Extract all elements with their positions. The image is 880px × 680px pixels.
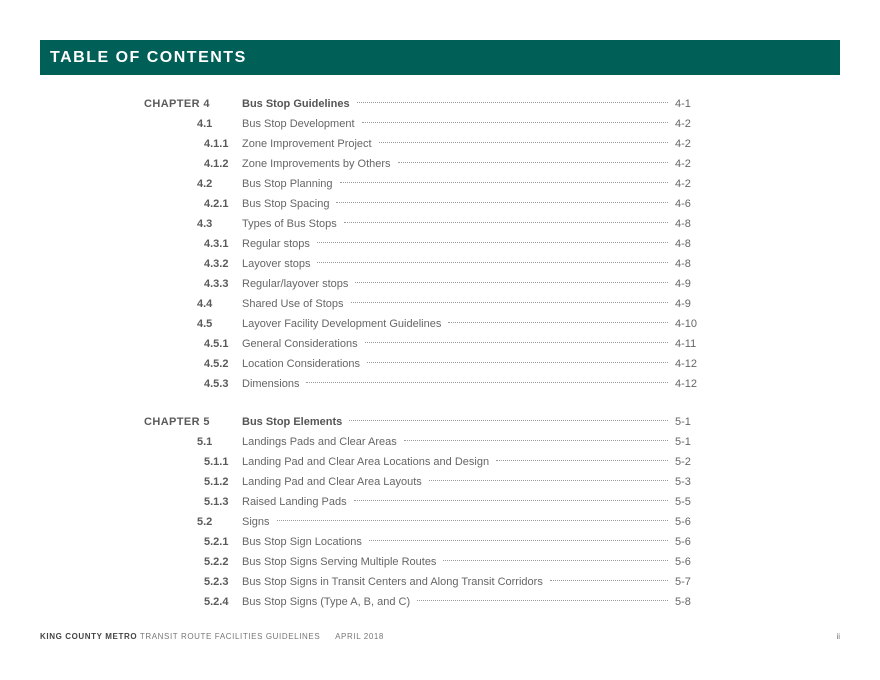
toc-entry <box>242 174 668 194</box>
toc-row[interactable] <box>0 154 880 174</box>
toc-number: 4.5.1 <box>204 338 229 350</box>
toc-title[interactable]: Signs <box>242 516 270 528</box>
toc-number: 5.2 <box>197 516 213 528</box>
footer-doc-title: TRANSIT ROUTE FACILITIES GUIDELINES <box>139 632 321 641</box>
toc-page-number: 4-8 <box>675 258 691 270</box>
toc-entry <box>242 552 668 572</box>
toc-number: 5.1.2 <box>204 476 229 488</box>
toc-number: 4.3.2 <box>204 258 229 270</box>
header-bar <box>40 40 840 75</box>
toc-entry <box>242 314 668 334</box>
toc-row[interactable] <box>0 294 880 314</box>
toc-page-number: 5-1 <box>675 436 691 448</box>
toc-row[interactable] <box>0 354 880 374</box>
toc-entry <box>242 194 668 214</box>
toc-dot-leader <box>349 420 668 421</box>
toc-entry <box>242 432 668 452</box>
toc-number: 5.2.4 <box>204 596 229 608</box>
toc-dot-leader <box>317 242 668 243</box>
toc-entry <box>242 254 668 274</box>
toc-title[interactable]: Landings Pads and Clear Areas <box>242 436 397 448</box>
toc-page-number: 5-2 <box>675 456 691 468</box>
toc-title[interactable]: Landing Pad and Clear Area Layouts <box>242 476 422 488</box>
toc-row[interactable] <box>0 512 880 532</box>
toc-page-number: 4-2 <box>675 118 691 130</box>
toc-row[interactable] <box>0 214 880 234</box>
toc-entry <box>242 294 668 314</box>
toc-page-number: 4-8 <box>675 218 691 230</box>
toc-page-number: 4-2 <box>675 138 691 150</box>
toc-dot-leader <box>306 382 668 383</box>
toc-row[interactable] <box>0 374 880 394</box>
toc-title[interactable]: Bus Stop Elements <box>242 416 343 428</box>
toc-entry <box>242 354 668 374</box>
toc-number: 4.3.1 <box>204 238 229 250</box>
toc-title[interactable]: Zone Improvements by Others <box>242 158 391 170</box>
toc-dot-leader <box>398 162 668 163</box>
toc-page-number: 4-2 <box>675 178 691 190</box>
toc-dot-leader <box>369 540 668 541</box>
toc-title[interactable]: Zone Improvement Project <box>242 138 372 150</box>
toc-page-number: 4-9 <box>675 298 691 310</box>
toc-title[interactable]: Layover Facility Development Guidelines <box>242 318 442 330</box>
toc-title[interactable]: Landing Pad and Clear Area Locations and Design <box>242 456 490 468</box>
toc-title[interactable]: Bus Stop Development <box>242 118 355 130</box>
toc-entry <box>242 412 668 432</box>
toc-number: 4.1.2 <box>204 158 229 170</box>
toc-number: 5.2.1 <box>204 536 229 548</box>
toc-dot-leader <box>443 560 668 561</box>
toc-dot-leader <box>362 122 668 123</box>
toc-dot-leader <box>340 182 668 183</box>
toc-number: 4.1 <box>197 118 213 130</box>
toc-entry <box>242 154 668 174</box>
toc-title[interactable]: Types of Bus Stops <box>242 218 337 230</box>
toc-chapter-row[interactable] <box>0 412 880 432</box>
toc-page-number: 4-6 <box>675 198 691 210</box>
toc-entry <box>242 94 668 114</box>
toc-number: 5.2.2 <box>204 556 229 568</box>
toc-row[interactable] <box>0 552 880 572</box>
toc-page-number: 4-2 <box>675 158 691 170</box>
toc-page-number: 4-12 <box>675 358 698 370</box>
toc-row[interactable] <box>0 114 880 134</box>
toc-page-number: 5-6 <box>675 556 691 568</box>
toc-title[interactable]: Raised Landing Pads <box>242 496 347 508</box>
toc-entry <box>242 134 668 154</box>
toc-number: 5.1.1 <box>204 456 229 468</box>
toc-number: 4.5.3 <box>204 378 229 390</box>
footer <box>40 632 384 641</box>
toc-dot-leader <box>351 302 668 303</box>
toc-title[interactable]: Bus Stop Signs in Transit Centers and Along Transit Corridors <box>242 576 543 588</box>
toc-chapter-row[interactable] <box>0 94 880 114</box>
toc-row[interactable] <box>0 472 880 492</box>
table-of-contents <box>0 94 880 612</box>
toc-page-number: 4-11 <box>675 338 697 350</box>
toc-entry <box>242 492 668 512</box>
toc-dot-leader <box>417 600 668 601</box>
toc-page-number: 5-7 <box>675 576 691 588</box>
toc-dot-leader <box>367 362 668 363</box>
toc-dot-leader <box>344 222 668 223</box>
toc-entry <box>242 472 668 492</box>
toc-dot-leader <box>365 342 668 343</box>
toc-dot-leader <box>317 262 668 263</box>
toc-page-number: 4-9 <box>675 278 691 290</box>
toc-title[interactable]: Regular stops <box>242 238 310 250</box>
toc-page-number: 4-8 <box>675 238 691 250</box>
toc-number: 4.2.1 <box>204 198 229 210</box>
toc-number: 4.4 <box>197 298 213 310</box>
toc-number: 5.1 <box>197 436 213 448</box>
toc-page-number: 4-1 <box>675 98 691 110</box>
toc-entry <box>242 374 668 394</box>
toc-row[interactable] <box>0 274 880 294</box>
footer-org: KING COUNTY METRO <box>40 632 138 641</box>
toc-number: CHAPTER 5 <box>144 416 210 428</box>
toc-dot-leader <box>355 282 668 283</box>
toc-dot-leader <box>429 480 668 481</box>
toc-page-number: 5-6 <box>675 516 691 528</box>
toc-page-number: 4-10 <box>675 318 698 330</box>
toc-page-number: 4-12 <box>675 378 698 390</box>
toc-title[interactable]: Dimensions <box>242 378 300 390</box>
toc-dot-leader <box>336 202 668 203</box>
toc-title[interactable]: Bus Stop Sign Locations <box>242 536 362 548</box>
toc-page-number: 5-5 <box>675 496 691 508</box>
toc-row[interactable] <box>0 174 880 194</box>
toc-number: 5.1.3 <box>204 496 229 508</box>
toc-title[interactable]: General Considerations <box>242 338 358 350</box>
toc-title[interactable]: Bus Stop Spacing <box>242 198 330 210</box>
toc-number: CHAPTER 4 <box>144 98 210 110</box>
toc-entry <box>242 532 668 552</box>
toc-dot-leader <box>379 142 668 143</box>
toc-page-number: 5-1 <box>675 416 691 428</box>
toc-number: 4.3 <box>197 218 213 230</box>
toc-number: 4.3.3 <box>204 278 229 290</box>
toc-number: 4.5 <box>197 318 213 330</box>
toc-number: 4.1.1 <box>204 138 229 150</box>
toc-title[interactable]: Location Considerations <box>242 358 361 370</box>
toc-row[interactable] <box>0 572 880 592</box>
toc-entry <box>242 274 668 294</box>
toc-row[interactable] <box>0 314 880 334</box>
toc-row[interactable] <box>0 532 880 552</box>
toc-dot-leader <box>357 102 668 103</box>
toc-page-number: 5-3 <box>675 476 691 488</box>
toc-entry <box>242 334 668 354</box>
toc-entry <box>242 572 668 592</box>
toc-title[interactable]: Bus Stop Signs (Type A, B, and C) <box>242 596 411 608</box>
toc-title[interactable]: Bus Stop Signs Serving Multiple Routes <box>242 556 437 568</box>
toc-page-number: 5-8 <box>675 596 691 608</box>
page-title: TABLE OF CONTENTS <box>50 49 247 66</box>
toc-entry <box>242 452 668 472</box>
toc-row[interactable] <box>0 492 880 512</box>
toc-row[interactable] <box>0 234 880 254</box>
toc-row[interactable] <box>0 334 880 354</box>
toc-dot-leader <box>277 520 668 521</box>
footer-date: APRIL 2018 <box>335 632 384 641</box>
toc-dot-leader <box>404 440 668 441</box>
toc-dot-leader <box>496 460 668 461</box>
toc-title[interactable]: Layover stops <box>242 258 311 270</box>
toc-title[interactable]: Bus Stop Planning <box>242 178 333 190</box>
toc-number: 4.2 <box>197 178 213 190</box>
toc-entry <box>242 512 668 532</box>
toc-dot-leader <box>448 322 668 323</box>
toc-title[interactable]: Regular/layover stops <box>242 278 349 290</box>
toc-entry <box>242 114 668 134</box>
toc-title[interactable]: Shared Use of Stops <box>242 298 344 310</box>
toc-number: 5.2.3 <box>204 576 229 588</box>
toc-row[interactable] <box>0 592 880 612</box>
toc-entry <box>242 592 668 612</box>
toc-entry <box>242 214 668 234</box>
toc-title[interactable]: Bus Stop Guidelines <box>242 98 350 110</box>
toc-row[interactable] <box>0 254 880 274</box>
toc-row[interactable] <box>0 194 880 214</box>
toc-row[interactable] <box>0 432 880 452</box>
toc-number: 4.5.2 <box>204 358 229 370</box>
page-number: ii <box>836 632 840 641</box>
toc-dot-leader <box>354 500 668 501</box>
toc-row[interactable] <box>0 134 880 154</box>
toc-entry <box>242 234 668 254</box>
toc-dot-leader <box>550 580 668 581</box>
toc-row[interactable] <box>0 452 880 472</box>
toc-page-number: 5-6 <box>675 536 691 548</box>
